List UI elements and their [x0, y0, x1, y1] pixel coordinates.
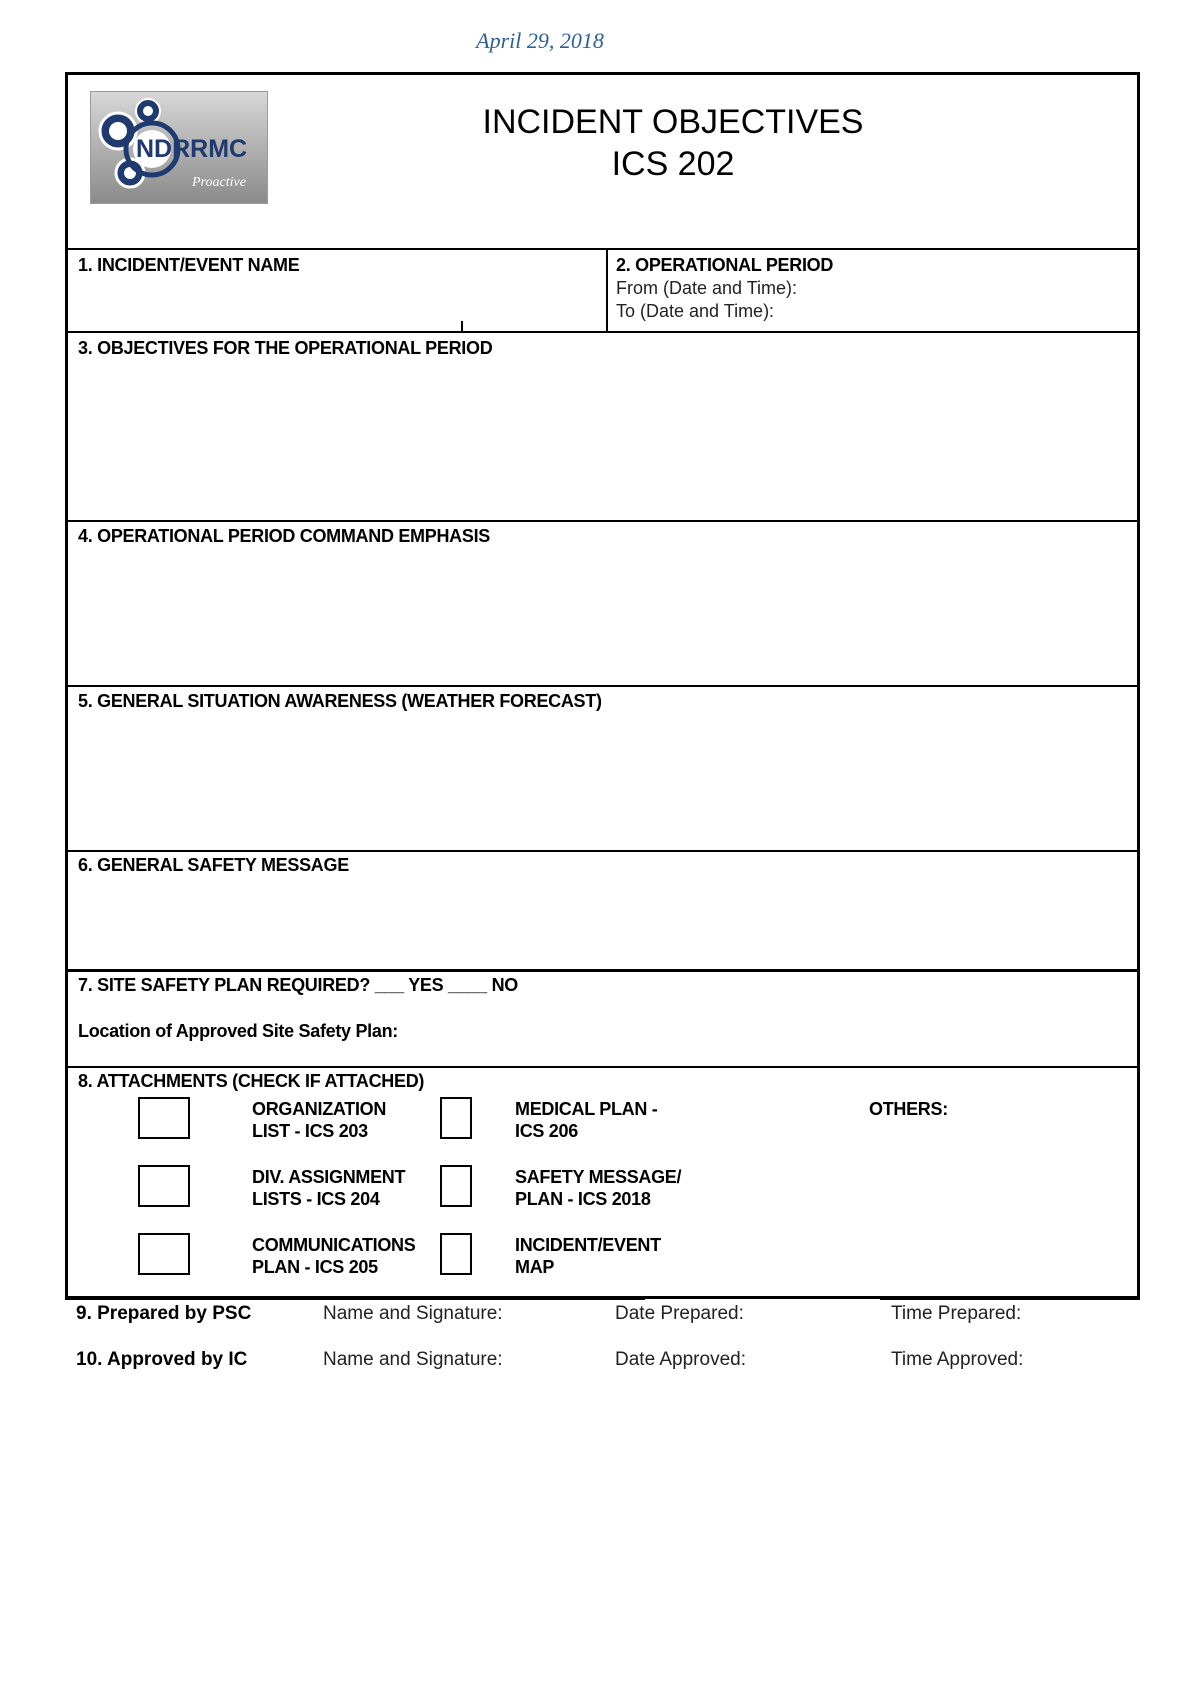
checkbox-safety-message-plan[interactable]	[440, 1165, 472, 1207]
attachment-communications-plan: COMMUNICATIONS PLAN - ICS 205	[252, 1235, 416, 1277]
attachment-incident-event-map: INCIDENT/EVENT MAP	[515, 1235, 661, 1277]
attachment-safety-message-plan: SAFETY MESSAGE/ PLAN - ICS 2018	[515, 1167, 682, 1209]
checkbox-div-assignment-lists[interactable]	[138, 1165, 190, 1207]
signature-line	[880, 1299, 1140, 1300]
situation-awareness-label: 5. GENERAL SITUATION AWARENESS (WEATHER FORECAST)	[78, 691, 602, 711]
divider	[68, 1066, 1137, 1068]
date-prepared: Date Prepared:	[615, 1303, 744, 1324]
divider	[68, 331, 1137, 333]
divider-vertical	[606, 248, 608, 331]
signature-line	[65, 1299, 645, 1300]
approved-name-signature: Name and Signature:	[323, 1349, 503, 1370]
attachment-medical-plan: MEDICAL PLAN - ICS 206	[515, 1099, 658, 1141]
checkbox-incident-event-map[interactable]	[440, 1233, 472, 1275]
prepared-name-signature: Name and Signature:	[323, 1303, 503, 1324]
divider	[68, 520, 1137, 522]
prepared-by-label: 9. Prepared by PSC	[76, 1303, 252, 1324]
divider	[68, 248, 1137, 250]
attachments-label: 8. ATTACHMENTS (CHECK IF ATTACHED)	[78, 1071, 425, 1091]
ics-202-form	[65, 72, 1140, 1299]
svg-text:NDRRMC: NDRRMC	[136, 135, 248, 163]
attachment-others-label: OTHERS:	[869, 1099, 948, 1119]
safety-message-label: 6. GENERAL SAFETY MESSAGE	[78, 855, 349, 875]
divider	[68, 685, 1137, 687]
date-approved: Date Approved:	[615, 1349, 746, 1370]
operational-period-label: 2. OPERATIONAL PERIOD	[616, 255, 834, 275]
time-approved: Time Approved:	[891, 1349, 1024, 1370]
incident-event-name-label: 1. INCIDENT/EVENT NAME	[78, 255, 300, 275]
objectives-label: 3. OBJECTIVES FOR THE OPERATIONAL PERIOD	[78, 338, 493, 358]
time-prepared: Time Prepared:	[891, 1303, 1022, 1324]
operational-period-from: From (Date and Time):	[616, 278, 798, 298]
command-emphasis-label: 4. OPERATIONAL PERIOD COMMAND EMPHASIS	[78, 526, 490, 546]
approved-by-label: 10. Approved by IC	[76, 1349, 248, 1370]
tick-mark	[461, 321, 463, 331]
operational-period-to: To (Date and Time):	[616, 301, 775, 321]
form-title-line-2: ICS 202	[611, 145, 735, 183]
site-safety-plan-location-label: Location of Approved Site Safety Plan:	[78, 1021, 398, 1041]
divider	[68, 850, 1137, 852]
site-safety-plan-label: 7. SITE SAFETY PLAN REQUIRED? ___ YES ____ NO	[78, 975, 518, 995]
attachment-div-assignment-lists: DIV. ASSIGNMENT LISTS - ICS 204	[252, 1167, 406, 1209]
svg-text:Proactive: Proactive	[192, 175, 246, 190]
checkbox-medical-plan[interactable]	[440, 1097, 472, 1139]
attachment-organization-list: ORGANIZATION LIST - ICS 203	[252, 1099, 387, 1141]
ndrrmc-logo-icon	[90, 91, 268, 204]
divider	[68, 969, 1137, 972]
checkbox-communications-plan[interactable]	[138, 1233, 190, 1275]
form-title-line-1: INCIDENT OBJECTIVES	[482, 103, 864, 141]
document-date: April 29, 2018	[476, 28, 604, 53]
checkbox-organization-list[interactable]	[138, 1097, 190, 1139]
ndrrmc-logo	[90, 91, 268, 204]
form-title	[378, 101, 968, 185]
